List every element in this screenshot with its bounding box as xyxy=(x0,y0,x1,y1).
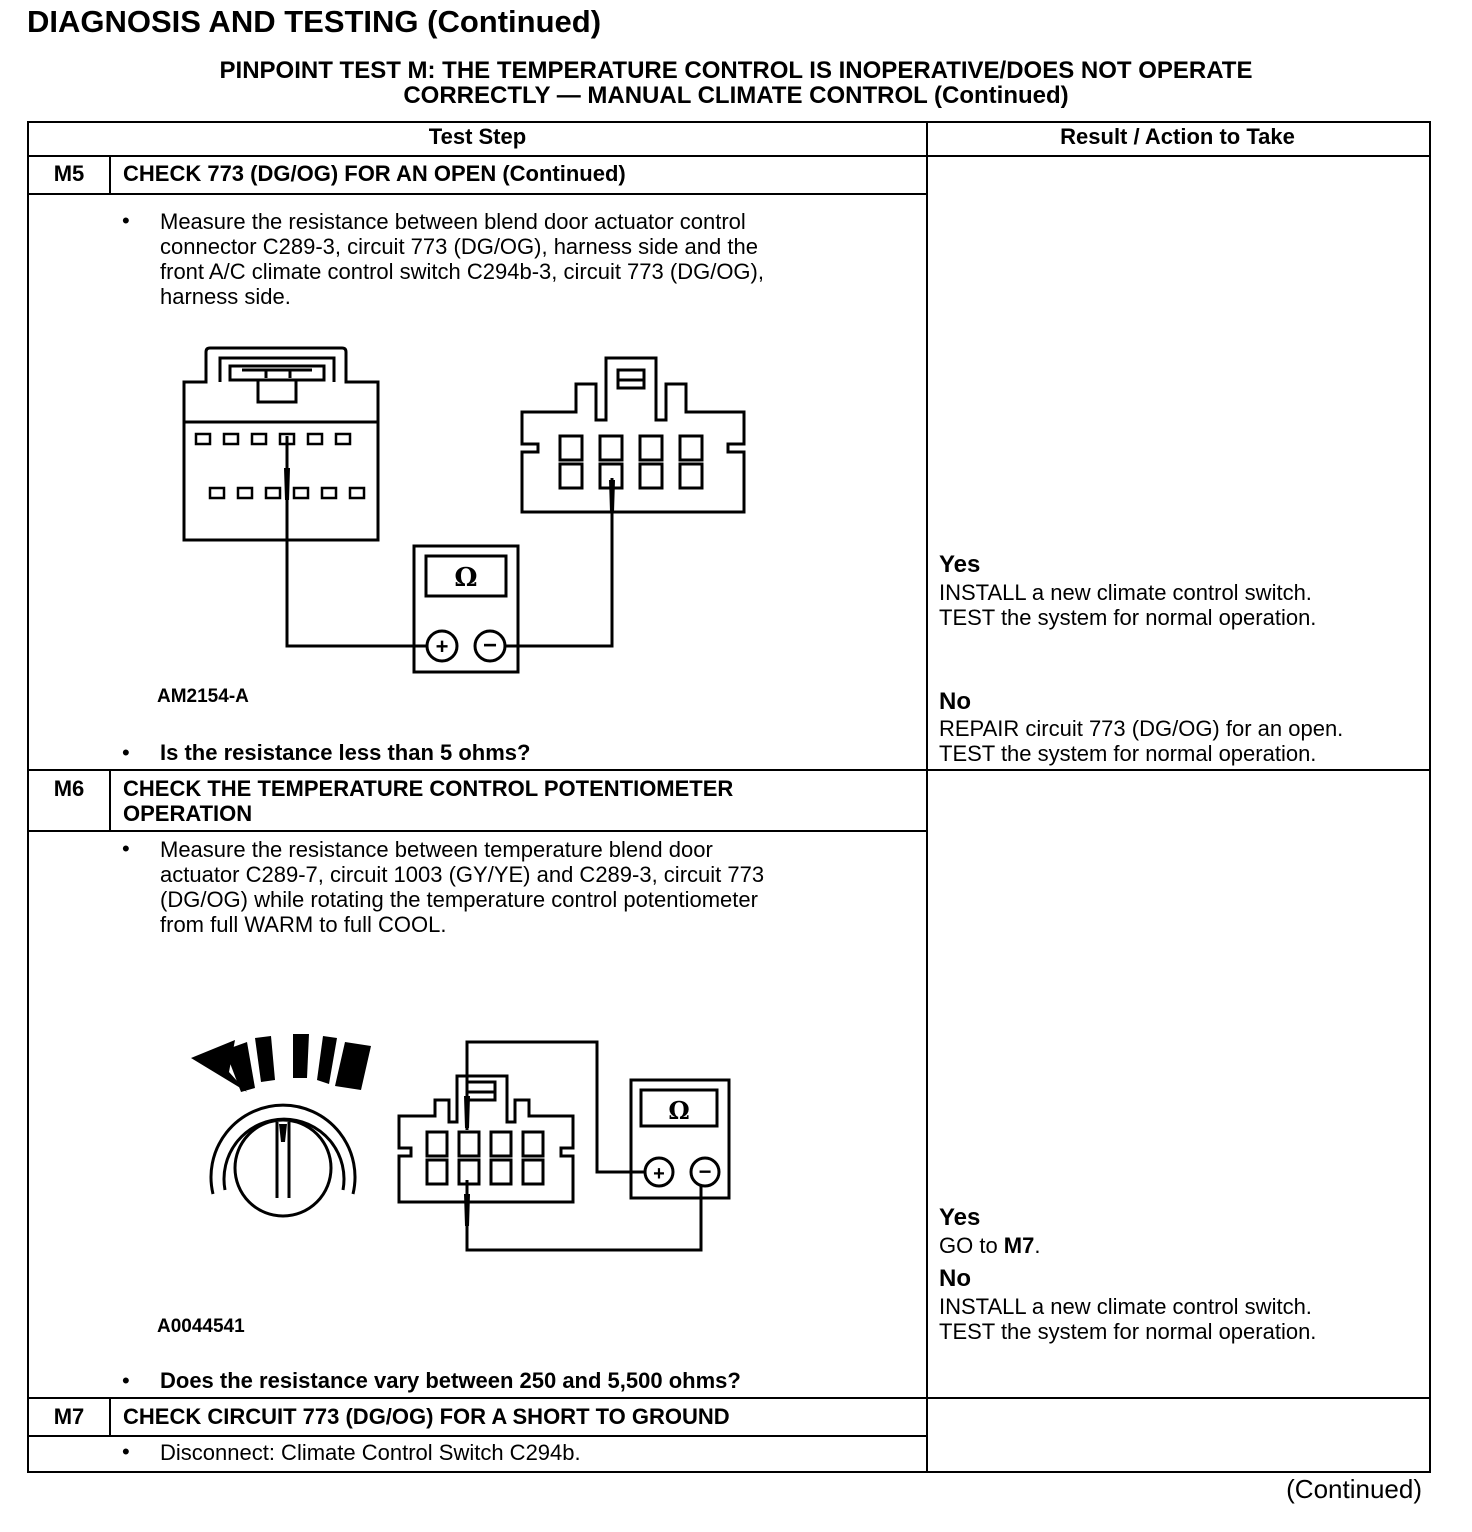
step-id-m6: M6 xyxy=(53,776,85,801)
step-title-m6 xyxy=(123,776,733,826)
text-line: connector C289-3, circuit 773 (DG/OG), harness side and the xyxy=(160,234,758,259)
test-leads xyxy=(467,1042,701,1250)
bullet-marker: • xyxy=(122,1368,130,1393)
m5-no-label: No xyxy=(939,688,971,715)
m7-title-rule xyxy=(27,1435,927,1437)
m5-connector-ohmmeter-diagram xyxy=(170,340,770,685)
text-line: REPAIR circuit 773 (DG/OG) for an open. xyxy=(939,716,1344,741)
header-test-step: Test Step xyxy=(428,124,527,149)
header-rule xyxy=(27,155,1429,157)
page-title: DIAGNOSIS AND TESTING (Continued) xyxy=(27,4,602,39)
svg-text:−: − xyxy=(482,632,498,659)
pinpoint-test-title-line-1: PINPOINT TEST M: THE TEMPERATURE CONTROL IS INOPERATIVE/DOES NOT OPERATE xyxy=(219,57,1253,84)
m5-question: Is the resistance less than 5 ohms? xyxy=(160,740,531,765)
text-line: TEST the system for normal operation. xyxy=(939,741,1317,766)
climate-control-switch-connector xyxy=(522,358,744,512)
continued-note: (Continued) xyxy=(1286,1474,1422,1504)
figure-label-m5: AM2154-A xyxy=(157,686,249,707)
text-line: Measure the resistance between blend door actuator control xyxy=(160,209,746,234)
pinpoint-test-title xyxy=(0,58,1472,108)
m6-row-rule xyxy=(27,769,1429,771)
m7-disconnect-instruction: Disconnect: Climate Control Switch C294b. xyxy=(160,1440,581,1465)
column-divider xyxy=(926,121,928,1471)
m6-title-rule xyxy=(27,830,927,832)
text-line: INSTALL a new climate control switch. xyxy=(939,1294,1312,1319)
rotation-indicator-icon xyxy=(191,1034,371,1092)
ohm-symbol: Ω xyxy=(454,563,478,593)
step-id-m7: M7 xyxy=(53,1404,85,1429)
m6-measure-instruction xyxy=(160,837,764,937)
m5-id-divider xyxy=(109,156,111,194)
m7-row-rule xyxy=(27,1397,1429,1399)
m6-no-label: No xyxy=(939,1265,971,1292)
pinpoint-test-title-line-2: CORRECTLY — MANUAL CLIMATE CONTROL (Continued) xyxy=(403,82,1069,109)
bullet-marker: • xyxy=(122,1439,130,1464)
text-line: harness side. xyxy=(160,284,291,309)
text-fragment: GO to xyxy=(939,1233,1004,1258)
header-result-action: Result / Action to Take xyxy=(1060,124,1295,149)
m5-title-rule xyxy=(27,193,927,195)
text-line: front A/C climate control switch C294b-3, circuit 773 (DG/OG), xyxy=(160,259,764,284)
m6-no-action xyxy=(939,1294,1316,1344)
text-fragment: . xyxy=(1034,1233,1041,1258)
m6-yes-label: Yes xyxy=(939,1204,981,1231)
step-title-m5: CHECK 773 (DG/OG) FOR AN OPEN (Continued) xyxy=(123,161,626,186)
blend-door-actuator-connector xyxy=(399,1076,573,1202)
step-title-m7: CHECK CIRCUIT 773 (DG/OG) FOR A SHORT TO GROUND xyxy=(123,1404,730,1429)
bullet-marker: • xyxy=(122,740,130,765)
m5-yes-label: Yes xyxy=(939,551,981,578)
bullet-marker: • xyxy=(122,208,130,233)
m5-measure-instruction xyxy=(160,209,764,309)
text-line: INSTALL a new climate control switch. xyxy=(939,580,1312,605)
ohm-symbol: Ω xyxy=(668,1096,690,1125)
m7-id-divider xyxy=(109,1398,111,1436)
m5-yes-action xyxy=(939,580,1316,630)
text-line: actuator C289-7, circuit 1003 (GY/YE) and C289-3, circuit 773 xyxy=(160,862,765,887)
figure-label-m6: A0044541 xyxy=(157,1316,245,1337)
text-line: CHECK THE TEMPERATURE CONTROL POTENTIOMETER xyxy=(123,776,734,801)
text-line: TEST the system for normal operation. xyxy=(939,605,1317,630)
bullet-marker: • xyxy=(122,836,130,861)
svg-text:+: + xyxy=(435,634,449,659)
text-line: OPERATION xyxy=(123,801,253,826)
step-id-m5: M5 xyxy=(53,161,85,186)
m5-no-action xyxy=(939,716,1343,766)
svg-text:−: − xyxy=(698,1159,712,1184)
text-line: (DG/OG) while rotating the temperature control potentiometer xyxy=(160,887,758,912)
step-link-m7[interactable]: M7 xyxy=(1003,1233,1035,1258)
temperature-control-knob xyxy=(211,1105,355,1216)
text-line: TEST the system for normal operation. xyxy=(939,1319,1317,1344)
text-line: from full WARM to full COOL. xyxy=(160,912,447,937)
m6-yes-action xyxy=(939,1233,1040,1258)
m6-question: Does the resistance vary between 250 and 5,500 ohms? xyxy=(160,1368,741,1393)
m6-id-divider xyxy=(109,770,111,832)
text-line: Measure the resistance between temperature blend door xyxy=(160,837,713,862)
m6-potentiometer-ohmmeter-diagram xyxy=(185,1030,745,1260)
svg-text:+: + xyxy=(653,1163,665,1185)
